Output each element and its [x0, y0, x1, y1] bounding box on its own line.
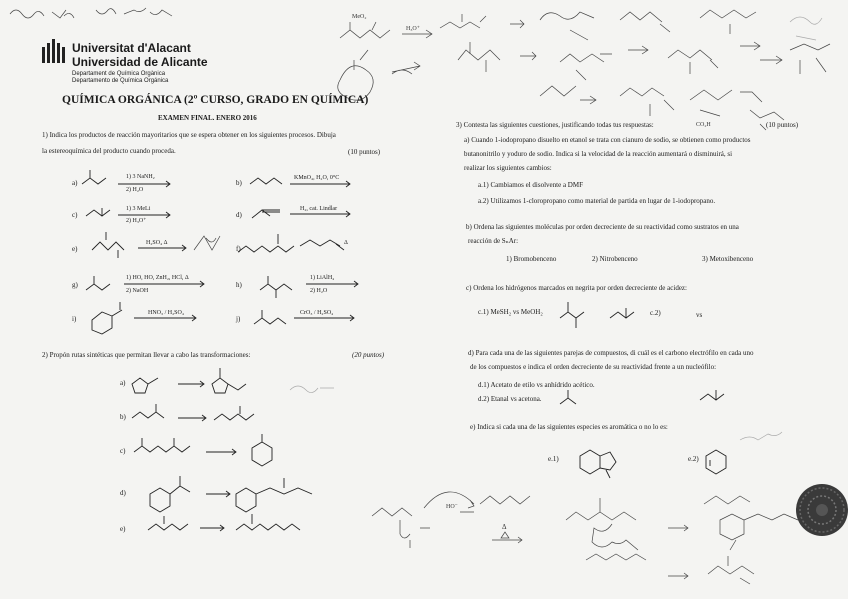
- q3d2: d.2) Etanal vs acetona.: [478, 395, 542, 403]
- q1-label-c: c): [72, 211, 78, 219]
- q3a-line1: a) Cuando 1-iodopropano disuelto en etanol se trata con cianuro de sodio, se obtienen como productos: [464, 136, 751, 144]
- q1-g-reagent2: 2) NaOH: [126, 288, 149, 294]
- hw-reagent-mid: HO⁻: [446, 504, 458, 510]
- q3b-line1: b) Ordena las siguientes moléculas por orden decreciente de su reactividad como sustratos en una: [466, 223, 739, 231]
- q3b-line2: reacción de SₙAr:: [468, 237, 519, 245]
- q1-label-i: i): [72, 315, 77, 323]
- q1-label-d: d): [236, 211, 242, 219]
- q1-b-reagent1: KMnO₄, H₂O, 0°C: [294, 175, 340, 181]
- q1-label-f: f): [236, 245, 241, 253]
- q1-label-a: a): [72, 179, 78, 187]
- q1-f-reagent1: Δ: [344, 240, 348, 246]
- q1-a-reagent1: 1) 3 NaNH₂: [126, 174, 155, 180]
- q1-a-reagent2: 2) H₂O: [126, 187, 144, 193]
- q1-h-reagent2: 2) H₂O: [310, 288, 328, 294]
- q1-h-reagent1: 1) LiAlH₄: [310, 275, 335, 281]
- q2-structures: [132, 368, 334, 531]
- q2-statement: 2) Propón rutas sintéticas que permitan llevar a cabo las transformaciones:: [42, 351, 251, 359]
- q3d-line2: de los compuestos e indica el orden decreciente de su reactividad frente a un nucleófilo:: [470, 363, 717, 371]
- q2-label-b: b): [120, 413, 126, 421]
- exam-subtitle: EXAMEN FINAL. ENERO 2016: [158, 114, 257, 122]
- q1-e-reagent1: H₂SO₄ Δ: [146, 240, 168, 246]
- q3e-statement: e) Indica si cada una de las siguientes especies es aromática o no lo es:: [470, 423, 668, 431]
- q3c1: c.1) MeSH₂ vs MeOH₂: [478, 308, 543, 316]
- q1-statement-line2: la estereoquímica del producto cuando proceda.: [42, 147, 176, 155]
- q3e2-label: e.2): [688, 455, 699, 463]
- bottom-handwriting: [372, 492, 798, 584]
- q1-label-e: e): [72, 245, 78, 253]
- q3-statement: 3) Contesta las siguientes cuestiones, justificando todas tus respuestas:: [456, 121, 654, 129]
- q2-label-c: c): [120, 447, 126, 455]
- q2-points: (20 puntos): [352, 351, 385, 359]
- university-name-valencian: Universitat d'Alacant: [72, 41, 191, 55]
- q3-structures: [560, 302, 782, 478]
- q3a2: a.2) Utilizamos 1-cloropropano como material de partida en lugar de 1-iodopropano.: [478, 197, 716, 205]
- q3a-line3: realizar los siguientes cambios:: [464, 164, 552, 172]
- top-right-scribble: [790, 17, 822, 40]
- hw-cooh: CO₂H: [696, 122, 711, 128]
- q3c-statement: c) Ordena los hidrógenos marcados en negrita por orden decreciente de acidez:: [466, 284, 687, 292]
- q3a-line2: butanonitrilo y yoduro de sodio. Indica si la velocidad de la reacción aumentará o disminuirá, si: [464, 150, 733, 158]
- university-logo: [42, 39, 65, 63]
- q3d-line1: d) Para cada una de las siguientes parejas de compuestos, di cuál es el carbono electrófilo en cada uno: [468, 349, 754, 357]
- department-spanish: Departamento de Química Orgánica: [72, 78, 169, 84]
- department-valencian: Departament de Química Orgànica: [72, 71, 166, 77]
- university-name-spanish: Universidad de Alicante: [72, 55, 208, 69]
- q3a1: a.1) Cambiamos el disolvente a DMF: [478, 181, 583, 189]
- q1-statement-line1: 1) Indica los productos de reacción mayoritarios que se espera obtener en los siguientes procesos. Dibuja: [42, 131, 336, 139]
- q1-label-j: j): [236, 315, 241, 323]
- q3c2-vs: vs: [696, 311, 703, 319]
- q1-points: (10 puntos): [348, 148, 381, 156]
- q3b-option2: 2) Nitrobenceno: [592, 255, 638, 263]
- q3b-option3: 3) Metoxibenceno: [702, 255, 754, 263]
- q3d1: d.1) Acetato de etilo vs anhídrido acético.: [478, 381, 595, 389]
- q3e1-label: e.1): [548, 455, 559, 463]
- q1-label-h: h): [236, 281, 242, 289]
- q1-c-reagent2: 2) H₃O⁺: [126, 218, 147, 224]
- q2-label-e: e): [120, 525, 126, 533]
- hw-top-label: MeO₂: [352, 14, 367, 20]
- ink-blot: [796, 484, 848, 536]
- q1-g-reagent1: 1) HO, HO, ZnH₂, HCl, Δ: [126, 275, 189, 281]
- q3c2-label: c.2): [650, 309, 661, 317]
- q2-label-d: d): [120, 489, 126, 497]
- q1-i-reagent1: HNO₃ / H₂SO₄: [148, 310, 184, 316]
- q2-label-a: a): [120, 379, 126, 387]
- hw-delta: Δ: [502, 523, 507, 531]
- q1-j-reagent1: CrO₃ / H₂SO₄: [300, 310, 334, 316]
- exam-title: QUÍMICA ORGÁNICA (2º CURSO, GRADO EN QUÍMICA): [62, 94, 369, 106]
- q1-label-g: g): [72, 281, 78, 289]
- q1-label-b: b): [236, 179, 242, 187]
- q1-d-reagent1: H₂, cat. Lindlar: [300, 206, 338, 212]
- q1-c-reagent1: 1) 3 MeLi: [126, 206, 151, 212]
- hw-top-reagent: H₃O⁺: [406, 26, 420, 32]
- top-left-scribble: [10, 8, 172, 18]
- q3-points: (10 puntos): [766, 121, 799, 129]
- q3b-option1: 1) Bromobenceno: [506, 255, 557, 263]
